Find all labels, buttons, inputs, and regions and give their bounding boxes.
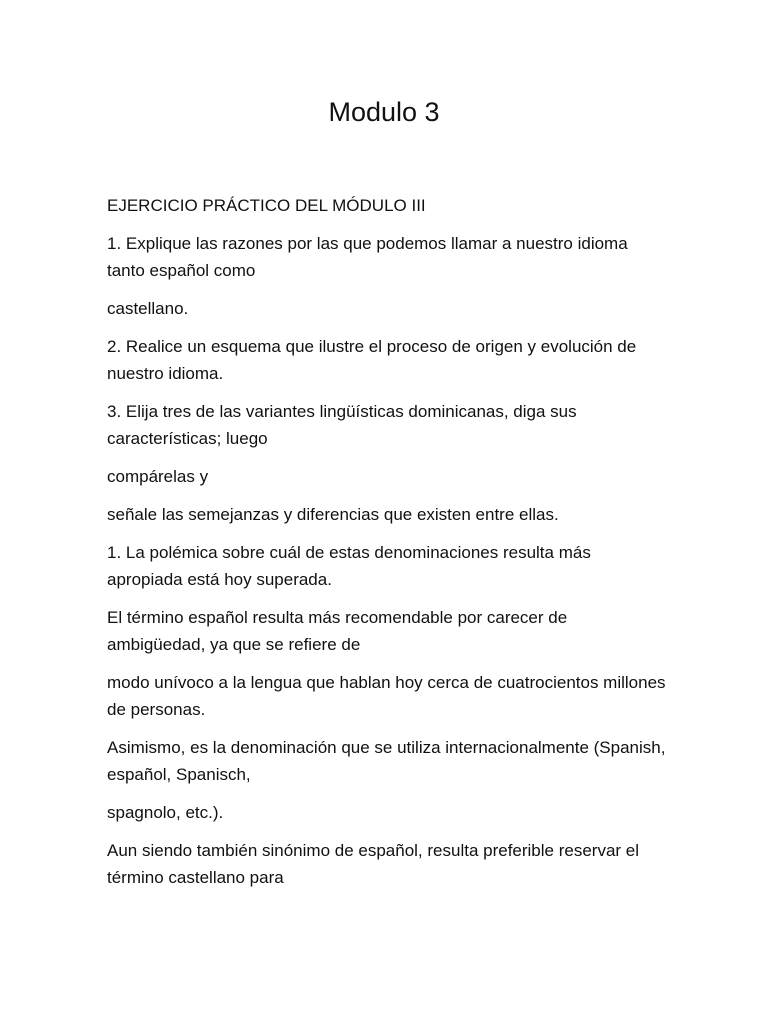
paragraph: señale las semejanzas y diferencias que existen entre ellas. [107, 505, 559, 524]
paragraph: spagnolo, etc.). [107, 803, 224, 822]
paragraph: El término español resulta más recomendable por carecer de ambigüedad, ya que se refiere de [107, 608, 568, 654]
paragraph: compárelas y [107, 467, 209, 486]
paragraph: 1. La polémica sobre cuál de estas denominaciones resulta más apropiada está hoy superada. [107, 543, 591, 589]
paragraph: Asimismo, es la denominación que se utiliza internacionalmente (Spanish, español, Spanisch, [107, 738, 666, 784]
paragraph: 2. Realice un esquema que ilustre el proceso de origen y evolución de nuestro idioma. [107, 337, 637, 383]
paragraph: 3. Elija tres de las variantes lingüísticas dominicanas, diga sus características; luego [107, 402, 577, 448]
paragraph: Aun siendo también sinónimo de español, resulta preferible reservar el término castellano para [107, 841, 640, 887]
document-body [107, 192, 667, 902]
exercise-heading: EJERCICIO PRÁCTICO DEL MÓDULO III [107, 196, 426, 215]
paragraph: modo unívoco a la lengua que hablan hoy cerca de cuatrocientos millones de personas. [107, 673, 666, 719]
paragraph: castellano. [107, 299, 189, 318]
page-title: Modulo 3 [328, 97, 440, 127]
paragraph: 1. Explique las razones por las que podemos llamar a nuestro idioma tanto español como [107, 234, 628, 280]
